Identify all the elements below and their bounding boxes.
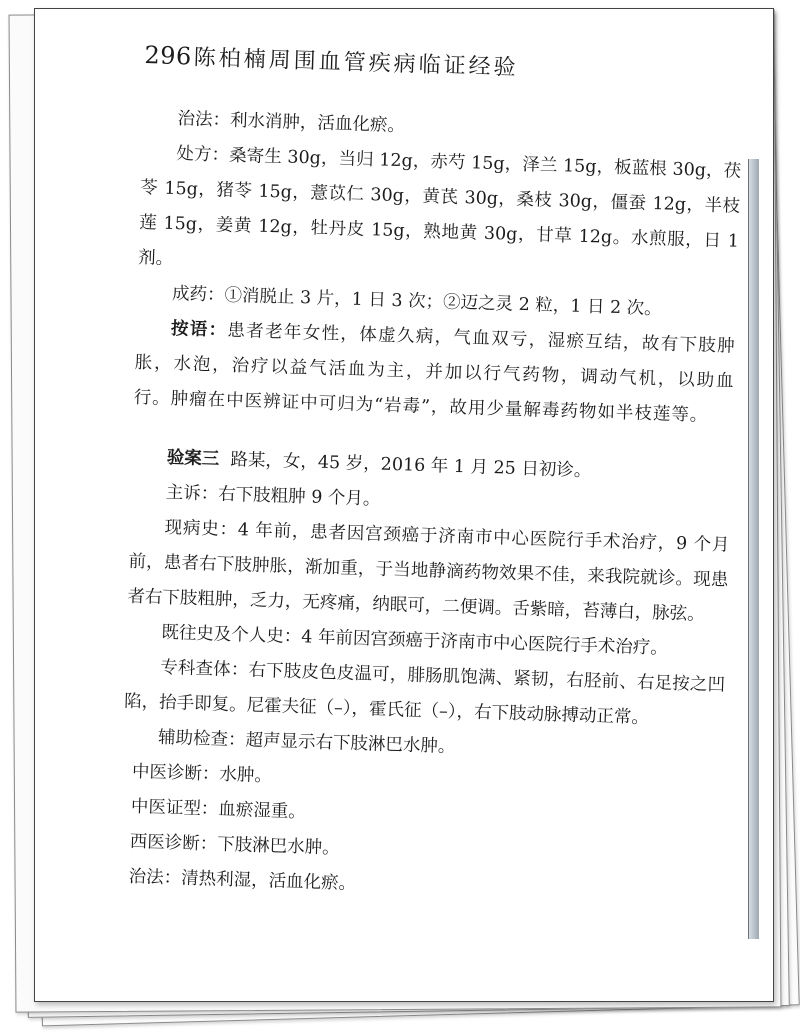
commentary-text: 患者老年女性，体虚久病，气血双亏，湿瘀互结，故有下肢肿胀，水泡，治疗以益气活血为主，并加以行气药物，调动气机，以助血行。肿瘤在中医辨证中可归为“岩毒”，故用少量解毒药物如半枝莲等。 (133, 320, 736, 426)
page-content (118, 39, 745, 913)
prescription-paragraph: 处方：桑寄生 30g，当归 12g，赤芍 15g，泽兰 15g，板蓝根 30g，茯苓 15g，猪苓 15g，薏苡仁 30g，黄芪 30g，桑枝 30g，僵蚕 12g，半枝莲 15g，姜黄 12g，牡丹皮 15g，熟地黄 30g，甘草 12g。水煎服，日 1 剂。 (137, 144, 742, 269)
tcm-diagnosis: 中医诊断：水肿。 (131, 761, 273, 787)
present-history: 现病史：4 年前，患者因宫颈癌于济南市中心医院行手术治疗，9 个月前，患者右下肢肿胀，渐加重，于当地静滴药物效果不佳，来我院就诊。现患者右下肢粗肿，乏力，无疼痛，纳眠可，二便调。舌紫暗，苔薄白，脉弦。 (127, 517, 730, 625)
treatment-method: 治法：清热利湿，活血化瘀。 (128, 866, 357, 895)
commentary-paragraph (133, 311, 736, 435)
chief-complaint: 主诉：右下肢粗肿 9 个月。 (165, 482, 381, 510)
book-page (34, 8, 774, 1002)
case-intro: 路某，女，45 岁，2016 年 1 月 25 日初诊。 (230, 449, 592, 482)
auxiliary-exam: 辅助检查：超声显示右下肢淋巴水肿。 (157, 727, 456, 758)
treatment-line: 治法：利水消肿，活血化瘀。 (177, 109, 406, 137)
tcm-syndrome: 中医证型：血瘀湿重。 (130, 796, 307, 823)
past-history: 既往史及个人史：4 年前因宫颈癌于济南市中心医院行手术治疗。 (161, 622, 669, 659)
page-number: 296 (144, 40, 193, 71)
specialist-exam: 专科查体：右下肢皮色皮温可，腓肠肌饱满、紧韧，右胫前、右足按之凹陷，抬手即复。尼霍夫征（–），霍氏征（–），右下肢动脉搏动正常。 (123, 657, 726, 729)
case-title: 验案三 (166, 447, 220, 470)
commentary-label: 按语： (170, 318, 228, 341)
western-diagnosis: 西医诊断：下肢淋巴水肿。 (129, 831, 340, 859)
book-spine-edge (748, 159, 759, 939)
book-title: 陈柏楠周围血管疾病临证经验 (193, 45, 519, 81)
patent-medicine-line: 成药：①消脱止 3 片，1 日 3 次；②迈之灵 2 粒，1 日 2 次。 (171, 283, 663, 320)
